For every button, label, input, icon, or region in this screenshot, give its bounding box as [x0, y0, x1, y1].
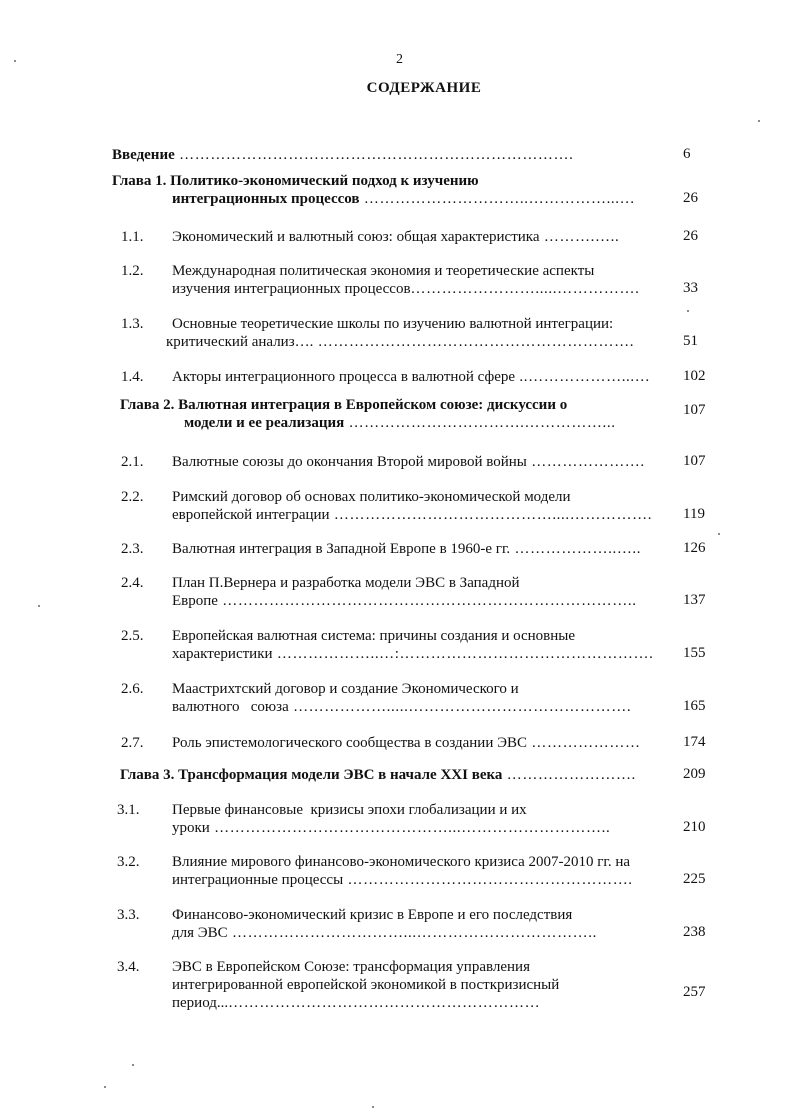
scan-speck: [132, 1064, 134, 1066]
toc-section-2-6-line2[interactable]: [172, 698, 631, 716]
toc-dots: …………………………..……………...…: [359, 191, 636, 207]
toc-dots: ……………………………………………………: [228, 995, 541, 1011]
toc-chapter-1-title-end: интеграционных процессов: [172, 191, 360, 207]
toc-chapter-3-title: Глава 3. Трансформация модели ЭВС в начале XXI века: [120, 767, 503, 783]
toc-section-3-2-text: интеграционные процессы: [172, 872, 344, 888]
page-number: 2: [396, 52, 403, 67]
toc-section-3-1-page: 210: [683, 819, 706, 835]
toc-section-3-2-line1[interactable]: Влияние мирового финансово-экономического кризиса 2007-2010 гг. на: [172, 854, 631, 870]
toc-section-2-1-text: Валютные союзы до окончания Второй мировой войны: [172, 454, 527, 470]
toc-section-3-3-line1[interactable]: Финансово-экономический кризис в Европе и его последствия: [172, 907, 573, 923]
toc-section-2-3[interactable]: [172, 540, 641, 558]
toc-section-2-5-line2[interactable]: [172, 645, 653, 663]
toc-intro-page: 6: [683, 146, 691, 162]
toc-chapter-2-line2[interactable]: [184, 414, 616, 432]
toc-section-1-2-text: изучения интеграционных процессов: [172, 281, 411, 297]
toc-intro[interactable]: [112, 146, 573, 164]
toc-section-2-4-line2[interactable]: [172, 592, 637, 610]
toc-section-3-2-line2[interactable]: [172, 871, 633, 889]
toc-section-1-4[interactable]: [172, 368, 650, 386]
toc-section-2-6-num: 2.6.: [121, 681, 144, 697]
toc-dots: …………………………………………………….: [313, 334, 635, 350]
toc-section-1-3-text: критический анализ….: [166, 334, 314, 350]
toc-section-2-2-text: европейской интеграции: [172, 507, 330, 523]
toc-section-3-1-line2[interactable]: [172, 819, 610, 837]
toc-section-2-2-line1[interactable]: Римский договор об основах политико-экономической модели: [172, 489, 571, 505]
toc-section-2-4-page: 137: [683, 592, 706, 608]
toc-section-2-1[interactable]: [172, 453, 645, 471]
toc-chapter-1-line1[interactable]: Глава 1. Политико-экономический подход к изучению: [112, 173, 479, 189]
toc-dots: ……….…..: [539, 229, 620, 245]
scan-speck: [14, 60, 16, 62]
toc-dots: ……………….....…………………………………….: [288, 699, 632, 715]
toc-dots: ……………………………………....…………….: [329, 507, 653, 523]
toc-section-2-4-text: Европе: [172, 593, 218, 609]
toc-section-3-4-line2[interactable]: интегрированной европейской экономикой в посткризисный: [172, 977, 560, 993]
toc-dots: ……………………………………………………………………..: [217, 593, 637, 609]
toc-section-2-1-page: 107: [683, 453, 706, 469]
toc-chapter-2-line1[interactable]: Глава 2. Валютная интеграция в Европейском союзе: дискуссии о: [120, 397, 568, 413]
toc-section-2-7-page: 174: [683, 734, 706, 750]
toc-section-2-5-num: 2.5.: [121, 628, 144, 644]
scan-speck: [372, 1106, 374, 1108]
toc-section-3-3-line2[interactable]: [172, 924, 597, 942]
toc-dots: …………………….....…………….: [410, 281, 640, 297]
toc-section-1-1-page: 26: [683, 228, 698, 244]
toc-section-3-1-line1[interactable]: Первые финансовые кризисы эпохи глобализации и их: [172, 802, 527, 818]
toc-section-1-1[interactable]: [172, 228, 619, 246]
toc-section-2-6-line1[interactable]: Маастрихтский договор и создание Экономического и: [172, 681, 519, 697]
toc-section-3-1-text: уроки: [172, 820, 210, 836]
toc-chapter-1-line2[interactable]: [172, 190, 635, 208]
toc-section-2-5-page: 155: [683, 645, 706, 661]
toc-section-3-2-num: 3.2.: [117, 854, 140, 870]
toc-section-2-4-num: 2.4.: [121, 575, 144, 591]
scan-speck: [718, 533, 720, 535]
toc-section-1-4-page: 102: [683, 368, 706, 384]
toc-dots: ………………………………………...………………………..: [209, 820, 611, 836]
toc-dots: ……………………………...……………………………..: [227, 925, 597, 941]
toc-section-2-7-num: 2.7.: [121, 735, 144, 751]
toc-section-2-3-text: Валютная интеграция в Западной Европе в 1960-е гг.: [172, 541, 511, 557]
toc-dots: ..………………...…: [515, 369, 651, 385]
toc-section-1-1-num: 1.1.: [121, 229, 144, 245]
toc-dots: ………………..…..: [510, 541, 642, 557]
toc-section-1-2-line2[interactable]: [172, 280, 639, 298]
page-title: СОДЕРЖАНИЕ: [366, 80, 482, 96]
toc-dots: ………………………………………………………………….: [174, 147, 574, 163]
toc-dots: ………………….: [526, 454, 645, 470]
scan-speck: [104, 1086, 106, 1088]
scan-speck: [38, 605, 40, 607]
toc-section-2-2-line2[interactable]: [172, 506, 652, 524]
scan-speck: [758, 120, 760, 122]
toc-section-1-2-num: 1.2.: [121, 263, 144, 279]
toc-dots: ………………..…:………………………………………….: [272, 646, 654, 662]
toc-section-1-2-page: 33: [683, 280, 698, 296]
toc-intro-label: Введение: [112, 147, 175, 163]
scan-speck: [687, 310, 689, 312]
toc-dots: …………………………….……………...: [344, 415, 616, 431]
toc-section-3-2-page: 225: [683, 871, 706, 887]
toc-section-1-1-text: Экономический и валютный союз: общая характеристика: [172, 229, 540, 245]
toc-chapter-3-page: 209: [683, 766, 706, 782]
toc-section-1-3-page: 51: [683, 333, 698, 349]
toc-section-3-4-page: 257: [683, 984, 706, 1000]
toc-section-3-4-num: 3.4.: [117, 959, 140, 975]
toc-section-2-6-page: 165: [683, 698, 706, 714]
toc-dots: ……………………………………………….: [343, 872, 633, 888]
toc-section-2-2-num: 2.2.: [121, 489, 144, 505]
toc-section-1-3-line2[interactable]: [166, 333, 634, 351]
toc-section-2-7-text: Роль эпистемологического сообщества в создании ЭВС: [172, 735, 528, 751]
toc-section-1-2-line1[interactable]: Международная политическая экономия и теоретические аспекты: [172, 263, 595, 279]
toc-section-2-1-num: 2.1.: [121, 454, 144, 470]
toc-section-2-4-line1[interactable]: План П.Вернера и разработка модели ЭВС в Западной: [172, 575, 520, 591]
toc-section-2-3-page: 126: [683, 540, 706, 556]
toc-chapter-2-page: 107: [683, 402, 706, 418]
toc-section-3-4-line3[interactable]: [172, 994, 540, 1012]
toc-section-3-4-text: период...: [172, 995, 229, 1011]
toc-section-3-1-num: 3.1.: [117, 802, 140, 818]
toc-section-3-4-line1[interactable]: ЭВС в Европейском Союзе: трансформация управления: [172, 959, 530, 975]
toc-section-3-3-page: 238: [683, 924, 706, 940]
toc-section-2-5-line1[interactable]: Европейская валютная система: причины создания и основные: [172, 628, 576, 644]
toc-section-1-3-num: 1.3.: [121, 316, 144, 332]
toc-chapter-2-title-end: модели и ее реализация: [184, 415, 345, 431]
toc-section-1-4-num: 1.4.: [121, 369, 144, 385]
toc-section-3-3-num: 3.3.: [117, 907, 140, 923]
toc-dots: …………………: [527, 735, 641, 751]
toc-section-2-6-text: валютного союза: [172, 699, 289, 715]
toc-section-2-2-page: 119: [683, 506, 705, 522]
toc-section-1-3-line1[interactable]: Основные теоретические школы по изучению валютной интеграции:: [172, 316, 614, 332]
toc-section-2-3-num: 2.3.: [121, 541, 144, 557]
toc-chapter-3[interactable]: [120, 766, 636, 784]
toc-section-1-4-text: Акторы интеграционного процесса в валютной сфере: [172, 369, 516, 385]
toc-dots: …………………….: [502, 767, 636, 783]
toc-section-3-3-text: для ЭВС: [172, 925, 228, 941]
toc-chapter-1-page: 26: [683, 190, 698, 206]
toc-section-2-7[interactable]: [172, 734, 641, 752]
toc-section-2-5-text: характеристики: [172, 646, 273, 662]
